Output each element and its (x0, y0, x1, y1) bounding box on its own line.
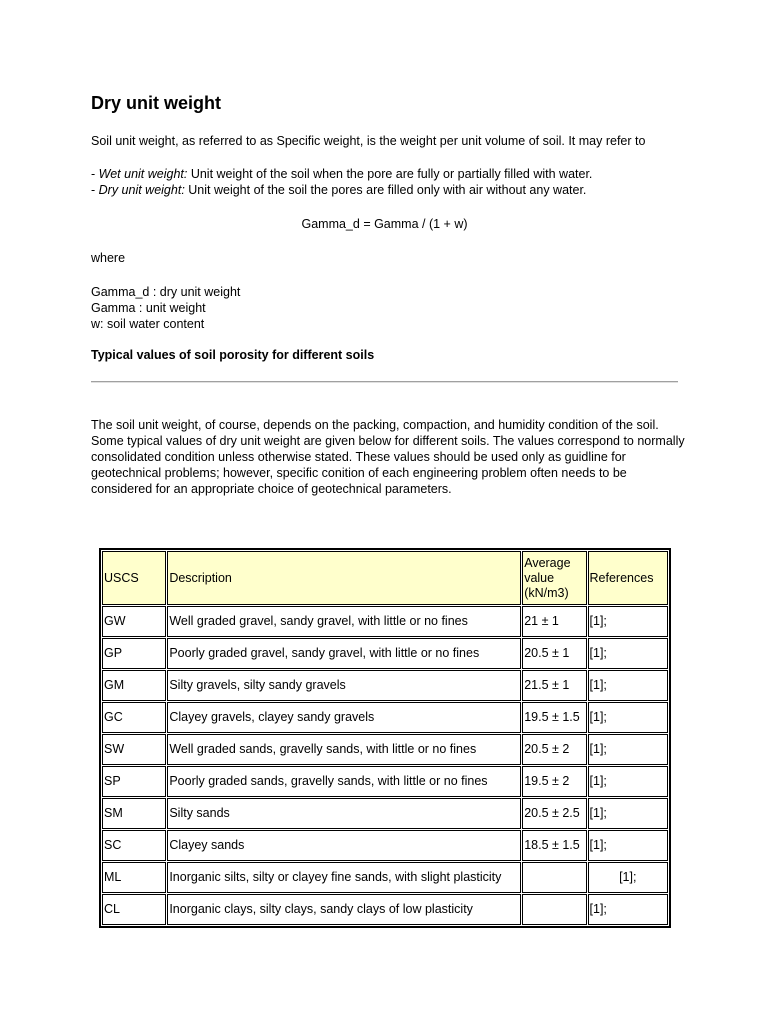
cell-reference: [1]; (588, 638, 668, 669)
cell-uscs: CL (102, 894, 166, 925)
definition-term: Dry unit weight: (98, 183, 185, 197)
cell-description: Poorly graded gravel, sandy gravel, with little or no fines (167, 638, 521, 669)
cell-reference: [1]; (588, 766, 668, 797)
cell-uscs: GP (102, 638, 166, 669)
cell-average-value: 18.5 ± 1.5 (522, 830, 586, 861)
soil-unit-weight-table (99, 548, 671, 928)
table-container (99, 548, 671, 928)
horizontal-divider (91, 381, 678, 383)
cell-reference: [1]; (588, 606, 668, 637)
cell-uscs: GC (102, 702, 166, 733)
cell-uscs: ML (102, 862, 166, 893)
table-row (102, 606, 668, 637)
header-average-value: Average value (kN/m3) (522, 551, 586, 605)
cell-description: Silty sands (167, 798, 521, 829)
table-row (102, 862, 668, 893)
cell-average-value: 19.5 ± 2 (522, 766, 586, 797)
table-header-row (102, 551, 668, 605)
definition-wet-unit-weight (91, 166, 592, 182)
cell-description: Well graded sands, gravelly sands, with little or no fines (167, 734, 521, 765)
cell-reference: [1]; (588, 830, 668, 861)
definition-prefix: - (91, 167, 99, 181)
cell-average-value: 21.5 ± 1 (522, 670, 586, 701)
table-row (102, 798, 668, 829)
table-row (102, 830, 668, 861)
cell-uscs: SP (102, 766, 166, 797)
header-references: References (588, 551, 668, 605)
cell-description: Inorganic silts, silty or clayey fine sands, with slight plasticity (167, 862, 521, 893)
table-row (102, 638, 668, 669)
page-title: Dry unit weight (91, 93, 221, 113)
definition-text: Unit weight of the soil when the pore are fully or partially filled with water. (187, 167, 593, 181)
body-paragraph: The soil unit weight, of course, depends on the packing, compaction, and humidity condition of the soil. Some typical values of dry unit weight are given below for different soils. The values correspond to normally consolidated condition unless otherwise stated. These values should be used only as guidline for geotechnical problems; however, specific conition of each engineering problem often needs to be considered for an appropriate choice of geotechnical parameters. (91, 418, 685, 496)
cell-average-value (522, 862, 586, 893)
cell-average-value: 20.5 ± 1 (522, 638, 586, 669)
symbol-w: w: soil water content (91, 317, 205, 331)
cell-description: Clayey gravels, clayey sandy gravels (167, 702, 521, 733)
definition-term: Wet unit weight: (98, 167, 188, 181)
header-description: Description (167, 551, 521, 605)
table-row (102, 734, 668, 765)
cell-uscs: GW (102, 606, 166, 637)
cell-reference: [1]; (588, 702, 668, 733)
cell-uscs: GM (102, 670, 166, 701)
symbol-gamma-d: Gamma_d : dry unit weight (91, 285, 241, 299)
formula: Gamma_d = Gamma / (1 + w) (301, 217, 468, 231)
symbol-list (91, 284, 240, 332)
cell-uscs: SC (102, 830, 166, 861)
cell-description: Clayey sands (167, 830, 521, 861)
cell-reference: [1]; (588, 670, 668, 701)
header-uscs: USCS (102, 551, 166, 605)
cell-reference: [1]; (588, 894, 668, 925)
where-label: where (91, 251, 126, 265)
definition-dry-unit-weight (91, 182, 592, 198)
definition-prefix: - (91, 183, 99, 197)
intro-paragraph: Soil unit weight, as referred to as Specific weight, is the weight per unit volume of soil. It may refer to (91, 134, 646, 148)
definition-text: Unit weight of the soil the pores are filled only with air without any water. (184, 183, 587, 197)
cell-reference: [1]; (588, 862, 668, 893)
table-row (102, 670, 668, 701)
cell-average-value: 20.5 ± 2.5 (522, 798, 586, 829)
cell-uscs: SM (102, 798, 166, 829)
symbol-gamma: Gamma : unit weight (91, 301, 206, 315)
table-row (102, 766, 668, 797)
cell-average-value: 20.5 ± 2 (522, 734, 586, 765)
cell-reference: [1]; (588, 798, 668, 829)
cell-average-value: 19.5 ± 1.5 (522, 702, 586, 733)
cell-description: Silty gravels, silty sandy gravels (167, 670, 521, 701)
cell-reference: [1]; (588, 734, 668, 765)
cell-average-value (522, 894, 586, 925)
table-row (102, 702, 668, 733)
section-heading: Typical values of soil porosity for different soils (91, 348, 375, 362)
table-row (102, 894, 668, 925)
cell-description: Poorly graded sands, gravelly sands, with little or no fines (167, 766, 521, 797)
cell-uscs: SW (102, 734, 166, 765)
cell-average-value: 21 ± 1 (522, 606, 586, 637)
definitions-list (91, 166, 592, 198)
cell-description: Well graded gravel, sandy gravel, with little or no fines (167, 606, 521, 637)
cell-description: Inorganic clays, silty clays, sandy clays of low plasticity (167, 894, 521, 925)
